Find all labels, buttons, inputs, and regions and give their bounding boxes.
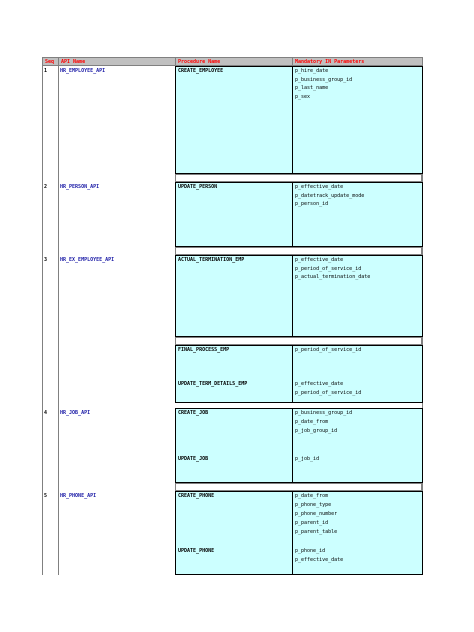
param: p_sex xyxy=(295,93,311,100)
api-name: HR_EX_EMPLOYEE_API xyxy=(60,257,115,263)
grid-line xyxy=(42,66,43,575)
param: p_phone_id xyxy=(295,548,326,554)
header-api-name: API Name xyxy=(61,59,86,65)
row-separator xyxy=(175,247,422,255)
procedure-name: UPDATE_PERSON xyxy=(178,184,218,190)
param: p_business_group_id xyxy=(295,76,353,83)
api-name: HR_PHONE_API xyxy=(60,493,97,499)
param: p_parent_table xyxy=(295,529,338,535)
param: p_effective_date xyxy=(295,381,344,387)
api-name: HR_EMPLOYEE_API xyxy=(60,68,106,74)
header-seq: Seq xyxy=(45,59,55,65)
row-separator xyxy=(175,337,422,345)
param: p_job_group_id xyxy=(295,428,338,434)
procedure-name: FINAL_PROCESS_EMP xyxy=(178,347,230,353)
param: p_person_id xyxy=(295,201,329,207)
param: p_business_group_id xyxy=(295,410,353,416)
procedure-name: CREATE_JOB xyxy=(178,410,209,416)
procedure-cell xyxy=(175,491,293,575)
param: p_period_of_service_id xyxy=(295,347,362,353)
header-seq-cell xyxy=(42,57,59,66)
api-name: HR_JOB_API xyxy=(60,410,91,416)
row-number: 4 xyxy=(44,410,48,416)
param: p_parent_id xyxy=(295,520,329,526)
procedure-cell xyxy=(175,182,293,247)
param: p_period_of_service_id xyxy=(295,265,362,272)
procedure-cell xyxy=(175,66,293,174)
param: p_datetrack_update_mode xyxy=(295,192,365,199)
header-procedure-name: Procedure Name xyxy=(178,59,221,65)
header-params-cell xyxy=(292,57,423,66)
row-number: 5 xyxy=(44,493,48,499)
param: p_actual_termination_date xyxy=(295,274,371,280)
grid-line xyxy=(58,66,59,575)
procedure-name: ACTUAL_TERMINATION_EMP xyxy=(178,257,245,263)
procedure-cell xyxy=(175,255,293,337)
row-number: 3 xyxy=(44,257,48,263)
param: p_date_from xyxy=(295,419,329,425)
procedure-name: UPDATE_JOB xyxy=(178,456,209,462)
header-mandatory-params: Mandatory IN Parameters xyxy=(295,59,365,65)
param: p_hire_date xyxy=(295,68,329,74)
param: p_effective_date xyxy=(295,257,344,263)
procedure-cell xyxy=(175,408,293,483)
param: p_job_id xyxy=(295,456,320,462)
param: p_date_from xyxy=(295,493,329,499)
api-name: HR_PERSON_API xyxy=(60,184,100,190)
row-separator xyxy=(175,174,422,182)
procedure-name: UPDATE_TERM_DETAILS_EMP xyxy=(178,381,248,387)
header-api-cell xyxy=(58,57,176,66)
param: p_period_of_service_id xyxy=(295,390,362,396)
procedure-name: UPDATE_PHONE xyxy=(178,548,215,554)
procedure-name: CREATE_EMPLOYEE xyxy=(178,68,224,74)
header-procedure-cell xyxy=(175,57,293,66)
param: p_last_name xyxy=(295,85,329,91)
param: p_effective_date xyxy=(295,184,344,190)
param: p_phone_type xyxy=(295,502,332,508)
row-separator xyxy=(175,483,422,491)
procedure-name: CREATE_PHONE xyxy=(178,493,215,499)
param: p_phone_number xyxy=(295,511,338,517)
row-number: 1 xyxy=(44,68,48,74)
row-number: 2 xyxy=(44,184,48,190)
param: p_effective_date xyxy=(295,557,344,563)
